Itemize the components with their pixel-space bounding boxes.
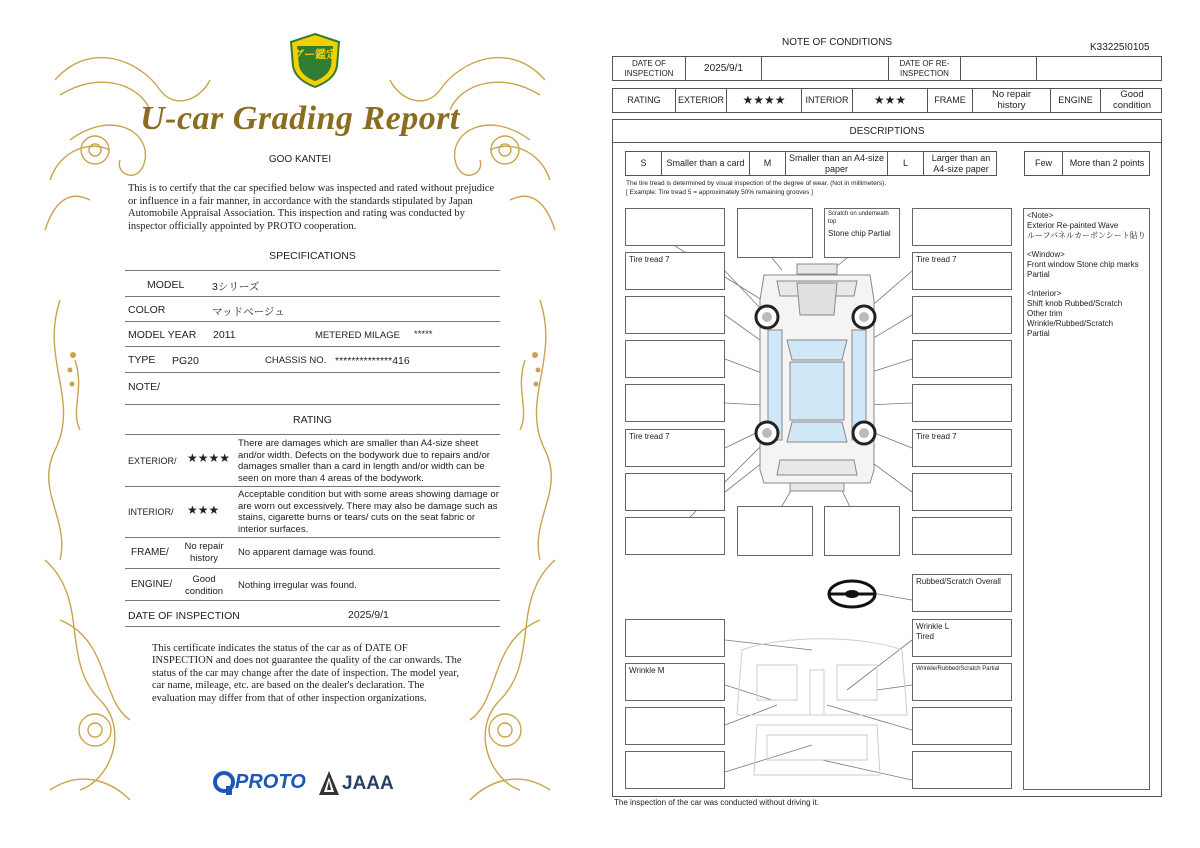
engine-value: Good condition <box>1112 88 1152 111</box>
exterior-stars: ★★★★ <box>187 451 231 465</box>
tire-tread-fr: Tire tread 7 <box>916 255 957 264</box>
inspection-date-value: 2025/9/1 <box>348 609 389 621</box>
reinspection-label: DATE OF RE-INSPECTION <box>888 57 961 80</box>
legend-s-desc: Smaller than a card <box>662 152 750 175</box>
steering-note: Rubbed/Scratch Overall <box>916 577 1001 586</box>
condition-box <box>625 707 725 745</box>
rating-label: RATING <box>613 89 676 112</box>
color-value: マッドベージュ <box>212 306 285 318</box>
model-label: MODEL <box>147 279 185 291</box>
chassis-label: CHASSIS NO. <box>265 355 327 366</box>
condition-box <box>912 473 1012 511</box>
legend-m: M <box>750 152 786 175</box>
condition-box <box>912 208 1012 246</box>
mileage-label: METERED MILAGE <box>315 330 400 341</box>
chassis-value: **************416 <box>335 355 410 367</box>
stone-chip-note: Stone chip Partial <box>828 229 891 238</box>
legend-l-desc: Larger than an A4-size paper <box>931 153 991 174</box>
condition-box <box>912 384 1012 422</box>
type-value: PG20 <box>172 355 199 367</box>
frame-description: No apparent damage was found. <box>238 547 376 558</box>
legend-s: S <box>626 152 662 175</box>
condition-box-tire-rear-left <box>625 429 725 467</box>
note-label: NOTE/ <box>128 381 161 393</box>
condition-box <box>737 208 813 258</box>
specifications-heading: SPECIFICATIONS <box>269 250 356 262</box>
frame-value: No repair history <box>973 89 1051 112</box>
legend-few: Few <box>1025 152 1063 175</box>
tired-note: Tired <box>916 632 934 641</box>
condition-box <box>912 340 1012 378</box>
model-value: 3シリーズ <box>212 281 260 293</box>
notes-line-1: Exterior Re-painted Wave <box>1027 221 1119 230</box>
legend-m-desc: Smaller than an A4-size paper <box>786 152 888 175</box>
condition-box <box>625 517 725 555</box>
divider <box>125 404 500 405</box>
jaaa-mark-icon <box>318 770 340 796</box>
interior-label: INTERIOR <box>802 89 853 112</box>
document-number: K33225I0105 <box>1090 42 1150 53</box>
divider <box>125 296 500 297</box>
divider <box>125 486 500 487</box>
tire-note-1: The tire tread is determined by visual inspection of the degree of wear. (Not in millimeters). <box>626 180 887 187</box>
exterior-description: There are damages which are smaller than A4-size sheet and/or width. Defects on the bodywork due to repairs and/or damages smaller than a card in length and/or width can be seen on more than 4 areas of the bodywork. <box>238 438 490 484</box>
proto-mark-icon <box>212 770 236 796</box>
tire-tread-rl: Tire tread 7 <box>629 432 670 441</box>
condition-box <box>625 619 725 657</box>
goo-kantei-logo <box>287 32 343 88</box>
type-label: TYPE <box>128 354 156 366</box>
exterior-label: EXTERIOR <box>676 89 727 112</box>
tire-note-2: [ Example: Tire tread 5 = approximately 50% remaining grooves ] <box>626 189 813 196</box>
condition-box <box>625 340 725 378</box>
condition-box <box>625 296 725 334</box>
engine-label: ENGINE/ <box>131 579 173 590</box>
divider <box>125 270 500 271</box>
condition-box <box>737 506 813 556</box>
mileage-value: ***** <box>414 329 433 340</box>
report-title: U-car Grading Report <box>140 100 460 137</box>
rating-heading: RATING <box>293 414 332 426</box>
proto-logo-text: PROTO <box>235 771 306 793</box>
steering-wheel-icon <box>829 581 875 607</box>
notes-line-10: Other trim <box>1027 309 1063 318</box>
date-of-inspection-label: DATE OF INSPECTION <box>613 57 686 80</box>
divider <box>125 434 500 435</box>
condition-box <box>625 384 725 422</box>
exterior-label: EXTERIOR/ <box>128 456 177 466</box>
notes-line-2: ルーフパネルカーボンシート貼り <box>1027 231 1146 240</box>
model-year-value: 2011 <box>213 329 236 341</box>
engine-value: Good condition <box>184 574 224 597</box>
condition-box-wrinkle-l <box>912 619 1012 657</box>
jaaa-logo-text: JAAA <box>342 773 394 794</box>
interior-stars: ★★★ <box>853 89 928 112</box>
divider <box>125 372 500 373</box>
notes-line-9: Shift knob Rubbed/Scratch <box>1027 299 1123 308</box>
notes-line-6: Partial <box>1027 270 1050 279</box>
condition-box-tire-front-right <box>912 252 1012 290</box>
condition-box <box>625 208 725 246</box>
condition-box-tire-front-left <box>625 252 725 290</box>
notes-box <box>1023 208 1150 790</box>
tire-tread-fl: Tire tread 7 <box>629 255 670 264</box>
scratch-underneath-note: Scratch on underneath top <box>828 211 889 225</box>
notes-line-11: Wrinkle/Rubbed/Scratch <box>1027 319 1114 328</box>
note-of-conditions-sheet <box>612 0 1164 848</box>
wrinkle-m-note: Wrinkle M <box>629 666 665 675</box>
condition-box-steering <box>912 574 1012 612</box>
report-subtitle: GOO KANTEI <box>268 154 332 165</box>
condition-box-stone-chip <box>824 208 900 258</box>
engine-description: Nothing irregular was found. <box>238 580 357 591</box>
divider <box>125 537 500 538</box>
condition-box <box>625 751 725 789</box>
interior-stars: ★★★ <box>187 503 220 517</box>
wrinkle-l-note: Wrinkle L <box>916 622 950 631</box>
notes-line-0: <Note> <box>1027 211 1054 220</box>
condition-box-wrinkle-m <box>625 663 725 701</box>
interior-label: INTERIOR/ <box>128 507 174 517</box>
sheet-title: NOTE OF CONDITIONS <box>782 37 892 48</box>
interior-description: Acceptable condition but with some areas showing damage or are worn out excessively. There may also be damage such as stains, cigarette burns or tears/ cuts on the seat fabric or interior surfaces. <box>238 489 499 535</box>
divider <box>125 321 500 322</box>
tire-tread-rr: Tire tread 7 <box>916 432 957 441</box>
legend-few-desc: More than 2 points <box>1069 158 1145 169</box>
descriptions-heading: DESCRIPTIONS <box>849 126 925 137</box>
notes-line-12: Partial <box>1027 329 1050 338</box>
frame-value: No repair history <box>184 541 224 564</box>
condition-box <box>625 473 725 511</box>
divider <box>125 626 500 627</box>
sheet-footer: The inspection of the car was conducted without driving it. <box>614 798 819 807</box>
date-of-inspection-value: 2025/9/1 <box>686 57 762 80</box>
condition-box <box>824 506 900 556</box>
exterior-stars: ★★★★ <box>727 89 802 112</box>
legend-l: L <box>888 152 924 175</box>
divider <box>125 568 500 569</box>
certificate-footer: This certificate indicates the status of the car as of DATE OF INSPECTION and does not guarantee the quality of the car onwards. The status of the car may change after the date of inspection. The model year, car name, mileage, etc. are based on the dealer's declaration. The evaluation may differ from that of other inspection organizations. <box>152 643 462 704</box>
color-label: COLOR <box>128 304 166 316</box>
condition-box-wrinkle-partial <box>912 663 1012 701</box>
condition-box <box>912 707 1012 745</box>
condition-box-tire-rear-right <box>912 429 1012 467</box>
frame-label: FRAME/ <box>131 547 169 558</box>
condition-box <box>912 296 1012 334</box>
model-year-label: MODEL YEAR <box>128 329 197 341</box>
wrinkle-partial-note: Wrinkle/Rubbed/Scratch Partial <box>916 666 1000 672</box>
divider <box>125 346 500 347</box>
logo-text: グー鑑定 <box>293 49 337 61</box>
intro-paragraph: This is to certify that the car specified below was inspected and rated without prejudice or influence in a fair manner, in accordance with the standards stipulated by Japan Automobile Appraisal Association. This inspection and rating was conducted by inspector officially appointed by PROTO cooperation. <box>128 183 495 232</box>
inspection-date-label: DATE OF INSPECTION <box>128 610 240 622</box>
notes-line-5: Front window Stone chip marks <box>1027 260 1139 269</box>
condition-box <box>912 517 1012 555</box>
frame-label: FRAME <box>928 89 973 112</box>
condition-box <box>912 751 1012 789</box>
engine-label: ENGINE <box>1051 89 1101 112</box>
notes-line-8: <Interior> <box>1027 289 1062 298</box>
divider <box>125 600 500 601</box>
notes-line-4: <Window> <box>1027 250 1065 259</box>
